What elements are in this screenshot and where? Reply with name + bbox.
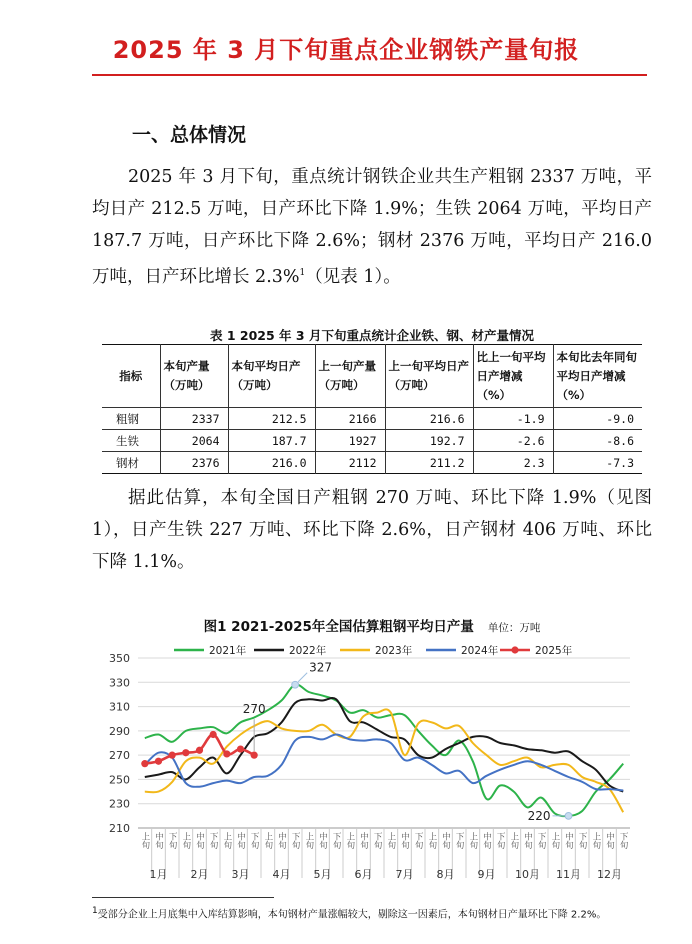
x-tick-label: 上旬 [549, 832, 560, 849]
x-tick-label: 下旬 [167, 832, 178, 849]
x-tick-label: 上旬 [221, 832, 232, 849]
annotation-label: 220 [527, 808, 551, 823]
annotation-marker [292, 681, 299, 688]
table-cell: 1927 [315, 430, 385, 452]
x-tick-label: 中旬 [235, 832, 246, 849]
table-cell: 粗钢 [102, 408, 160, 430]
y-tick-label: 350 [109, 652, 130, 665]
x-tick-label: 中旬 [563, 832, 574, 849]
x-tick-label: 下旬 [331, 832, 342, 849]
month-label: 9月 [477, 868, 496, 881]
summary-text: 2025 年 3 月下旬，重点统计钢铁企业共生产粗钢 2337 万吨，平均日产 212.5 万吨，日产环比下降 1.9%；生铁 2064 万吨，平均日产 187.7 万吨，日产环比下降 2.6%；钢材 2376 万吨，平均日产 216.0 万吨，日产环比增长 2.3% [92, 167, 653, 287]
table-cell: 211.2 [385, 452, 473, 474]
table-row [102, 408, 642, 430]
data-point-2025 [182, 749, 189, 756]
x-tick-label: 上旬 [344, 832, 355, 849]
x-tick-label: 下旬 [249, 832, 260, 849]
table-cell: 2064 [160, 430, 228, 452]
month-label: 3月 [231, 868, 250, 881]
x-tick-label: 上旬 [508, 832, 519, 849]
table-row [102, 430, 642, 452]
y-tick-label: 250 [109, 773, 130, 787]
series-line-2022年 [145, 698, 623, 792]
y-tick-label: 310 [109, 700, 130, 714]
table-cell: -8.6 [553, 430, 642, 452]
x-tick-label: 下旬 [577, 832, 588, 849]
table-cell: 2112 [315, 452, 385, 474]
annotation-marker [565, 812, 572, 819]
x-tick-label: 下旬 [372, 832, 383, 849]
data-point-2025 [251, 752, 258, 759]
table-cell: 216.6 [385, 408, 473, 430]
table-cell: 2166 [315, 408, 385, 430]
x-tick-label: 上旬 [590, 832, 601, 849]
x-tick-label: 中旬 [522, 832, 533, 849]
month-label: 11月 [556, 868, 581, 881]
table-cell: -9.0 [553, 408, 642, 430]
table-cell: 2.3 [473, 452, 553, 474]
x-tick-label: 上旬 [426, 832, 437, 849]
x-tick-label: 上旬 [467, 832, 478, 849]
x-tick-label: 中旬 [317, 832, 328, 849]
data-point-2025 [155, 758, 162, 765]
x-tick-label: 下旬 [454, 832, 465, 849]
y-tick-label: 290 [109, 724, 130, 738]
x-tick-label: 下旬 [208, 832, 219, 849]
series-line-2024年 [145, 735, 623, 791]
data-point-2025 [141, 760, 148, 767]
table-caption: 表 1 2025 年 3 月下旬重点统计企业铁、钢、材产量情况 [210, 328, 534, 343]
table-row [102, 452, 642, 474]
x-tick-label: 下旬 [413, 832, 424, 849]
production-table [102, 344, 642, 474]
y-tick-label: 270 [109, 749, 130, 763]
table-cell: 216.0 [228, 452, 315, 474]
legend-label: 2022年 [289, 645, 327, 657]
table-cell: -2.6 [473, 430, 553, 452]
x-tick-label: 中旬 [604, 832, 615, 849]
data-point-2025 [196, 747, 203, 754]
data-point-2025 [169, 752, 176, 759]
month-label: 10月 [515, 868, 540, 881]
estimate-paragraph [92, 482, 652, 578]
x-tick-label: 中旬 [481, 832, 492, 849]
series-line-2023年 [145, 709, 623, 812]
footnote [92, 903, 652, 923]
month-label: 6月 [354, 868, 373, 881]
x-tick-label: 中旬 [358, 832, 369, 849]
annotation-leader [298, 673, 307, 682]
footnote-divider [92, 897, 274, 898]
x-tick-label: 下旬 [618, 832, 629, 849]
legend-label: 2023年 [375, 645, 413, 657]
table-header: 上一旬产量（万吨） [315, 345, 385, 408]
legend-marker [511, 646, 518, 653]
month-label: 2月 [190, 868, 209, 881]
y-tick-label: 330 [109, 676, 130, 690]
month-label: 5月 [313, 868, 332, 881]
y-tick-label: 210 [109, 822, 130, 835]
x-tick-label: 中旬 [399, 832, 410, 849]
legend-label: 2024年 [461, 645, 499, 657]
data-point-2025 [210, 731, 217, 738]
table-header: 本旬产量（万吨） [160, 345, 228, 408]
chart-legend [174, 644, 573, 657]
table-header: 上一旬平均日产（万吨） [385, 345, 473, 408]
x-tick-label: 中旬 [153, 832, 164, 849]
summary-tail: （见表 1）。 [305, 266, 401, 287]
page-title: 2025 年 3 月下旬重点企业钢铁产量旬报 [112, 36, 580, 64]
data-point-2025 [237, 745, 244, 752]
table-cell: 2337 [160, 408, 228, 430]
series-line-2021年 [145, 685, 623, 817]
x-tick-label: 上旬 [139, 832, 150, 849]
x-tick-label: 中旬 [440, 832, 451, 849]
annotation-label: 270 [242, 702, 266, 717]
legend-label: 2025年 [535, 645, 573, 657]
title-divider [92, 74, 647, 76]
month-label: 7月 [395, 868, 414, 881]
x-tick-label: 下旬 [536, 832, 547, 849]
chart-title-text: 图1 2021-2025年全国估算粗钢平均日产量 [203, 619, 474, 635]
chart-series [141, 685, 623, 817]
footnote-mark: 1 [92, 906, 98, 916]
table-cell: 212.5 [228, 408, 315, 430]
x-tick-label: 上旬 [303, 832, 314, 849]
table-cell: 187.7 [228, 430, 315, 452]
table-header: 比上一旬平均日产增减（%） [473, 345, 553, 408]
table-header: 本旬平均日产（万吨） [228, 345, 315, 408]
x-tick-label: 中旬 [194, 832, 205, 849]
month-label: 4月 [272, 868, 291, 881]
table-header: 本旬比去年同旬平均日产增减（%） [553, 345, 642, 408]
summary-paragraph [92, 161, 652, 293]
month-label: 8月 [436, 868, 455, 881]
steel-output-chart [92, 630, 652, 890]
x-tick-label: 上旬 [262, 832, 273, 849]
x-tick-label: 下旬 [495, 832, 506, 849]
x-tick-label: 上旬 [180, 832, 191, 849]
annotation-label: 327 [309, 660, 333, 675]
table-header: 指标 [102, 345, 160, 408]
table-header-row [102, 345, 642, 408]
month-label: 12月 [597, 868, 622, 881]
x-tick-label: 中旬 [276, 832, 287, 849]
table-cell: 钢材 [102, 452, 160, 474]
table-cell: 2376 [160, 452, 228, 474]
table-cell: -1.9 [473, 408, 553, 430]
data-point-2025 [223, 750, 230, 757]
footnote-reference[interactable]: 1 [299, 268, 306, 278]
table-cell: 192.7 [385, 430, 473, 452]
table-cell: 生铁 [102, 430, 160, 452]
y-tick-label: 230 [109, 797, 130, 811]
legend-label: 2021年 [209, 645, 247, 657]
section-heading: 一、总体情况 [132, 124, 247, 146]
x-tick-label: 上旬 [385, 832, 396, 849]
table-cell: -7.3 [553, 452, 642, 474]
y-axis [109, 652, 130, 835]
chart-gridlines [138, 658, 630, 828]
footnote-text: 受部分企业上月底集中入库结算影响，本旬钢材产量涨幅较大，剔除这一因素后，本旬钢材日产量环比下降 2.2%。 [97, 909, 607, 921]
x-tick-label: 下旬 [290, 832, 301, 849]
month-label: 1月 [149, 868, 168, 881]
chart-unit: 单位：万吨 [487, 622, 541, 634]
estimate-text: 据此估算，本旬全国日产粗钢 270 万吨、环比下降 1.9%（见图 1），日产生铁 227 万吨、环比下降 2.6%，日产钢材 406 万吨、环比下降 1.1%。 [92, 488, 652, 572]
x-axis [138, 828, 630, 881]
